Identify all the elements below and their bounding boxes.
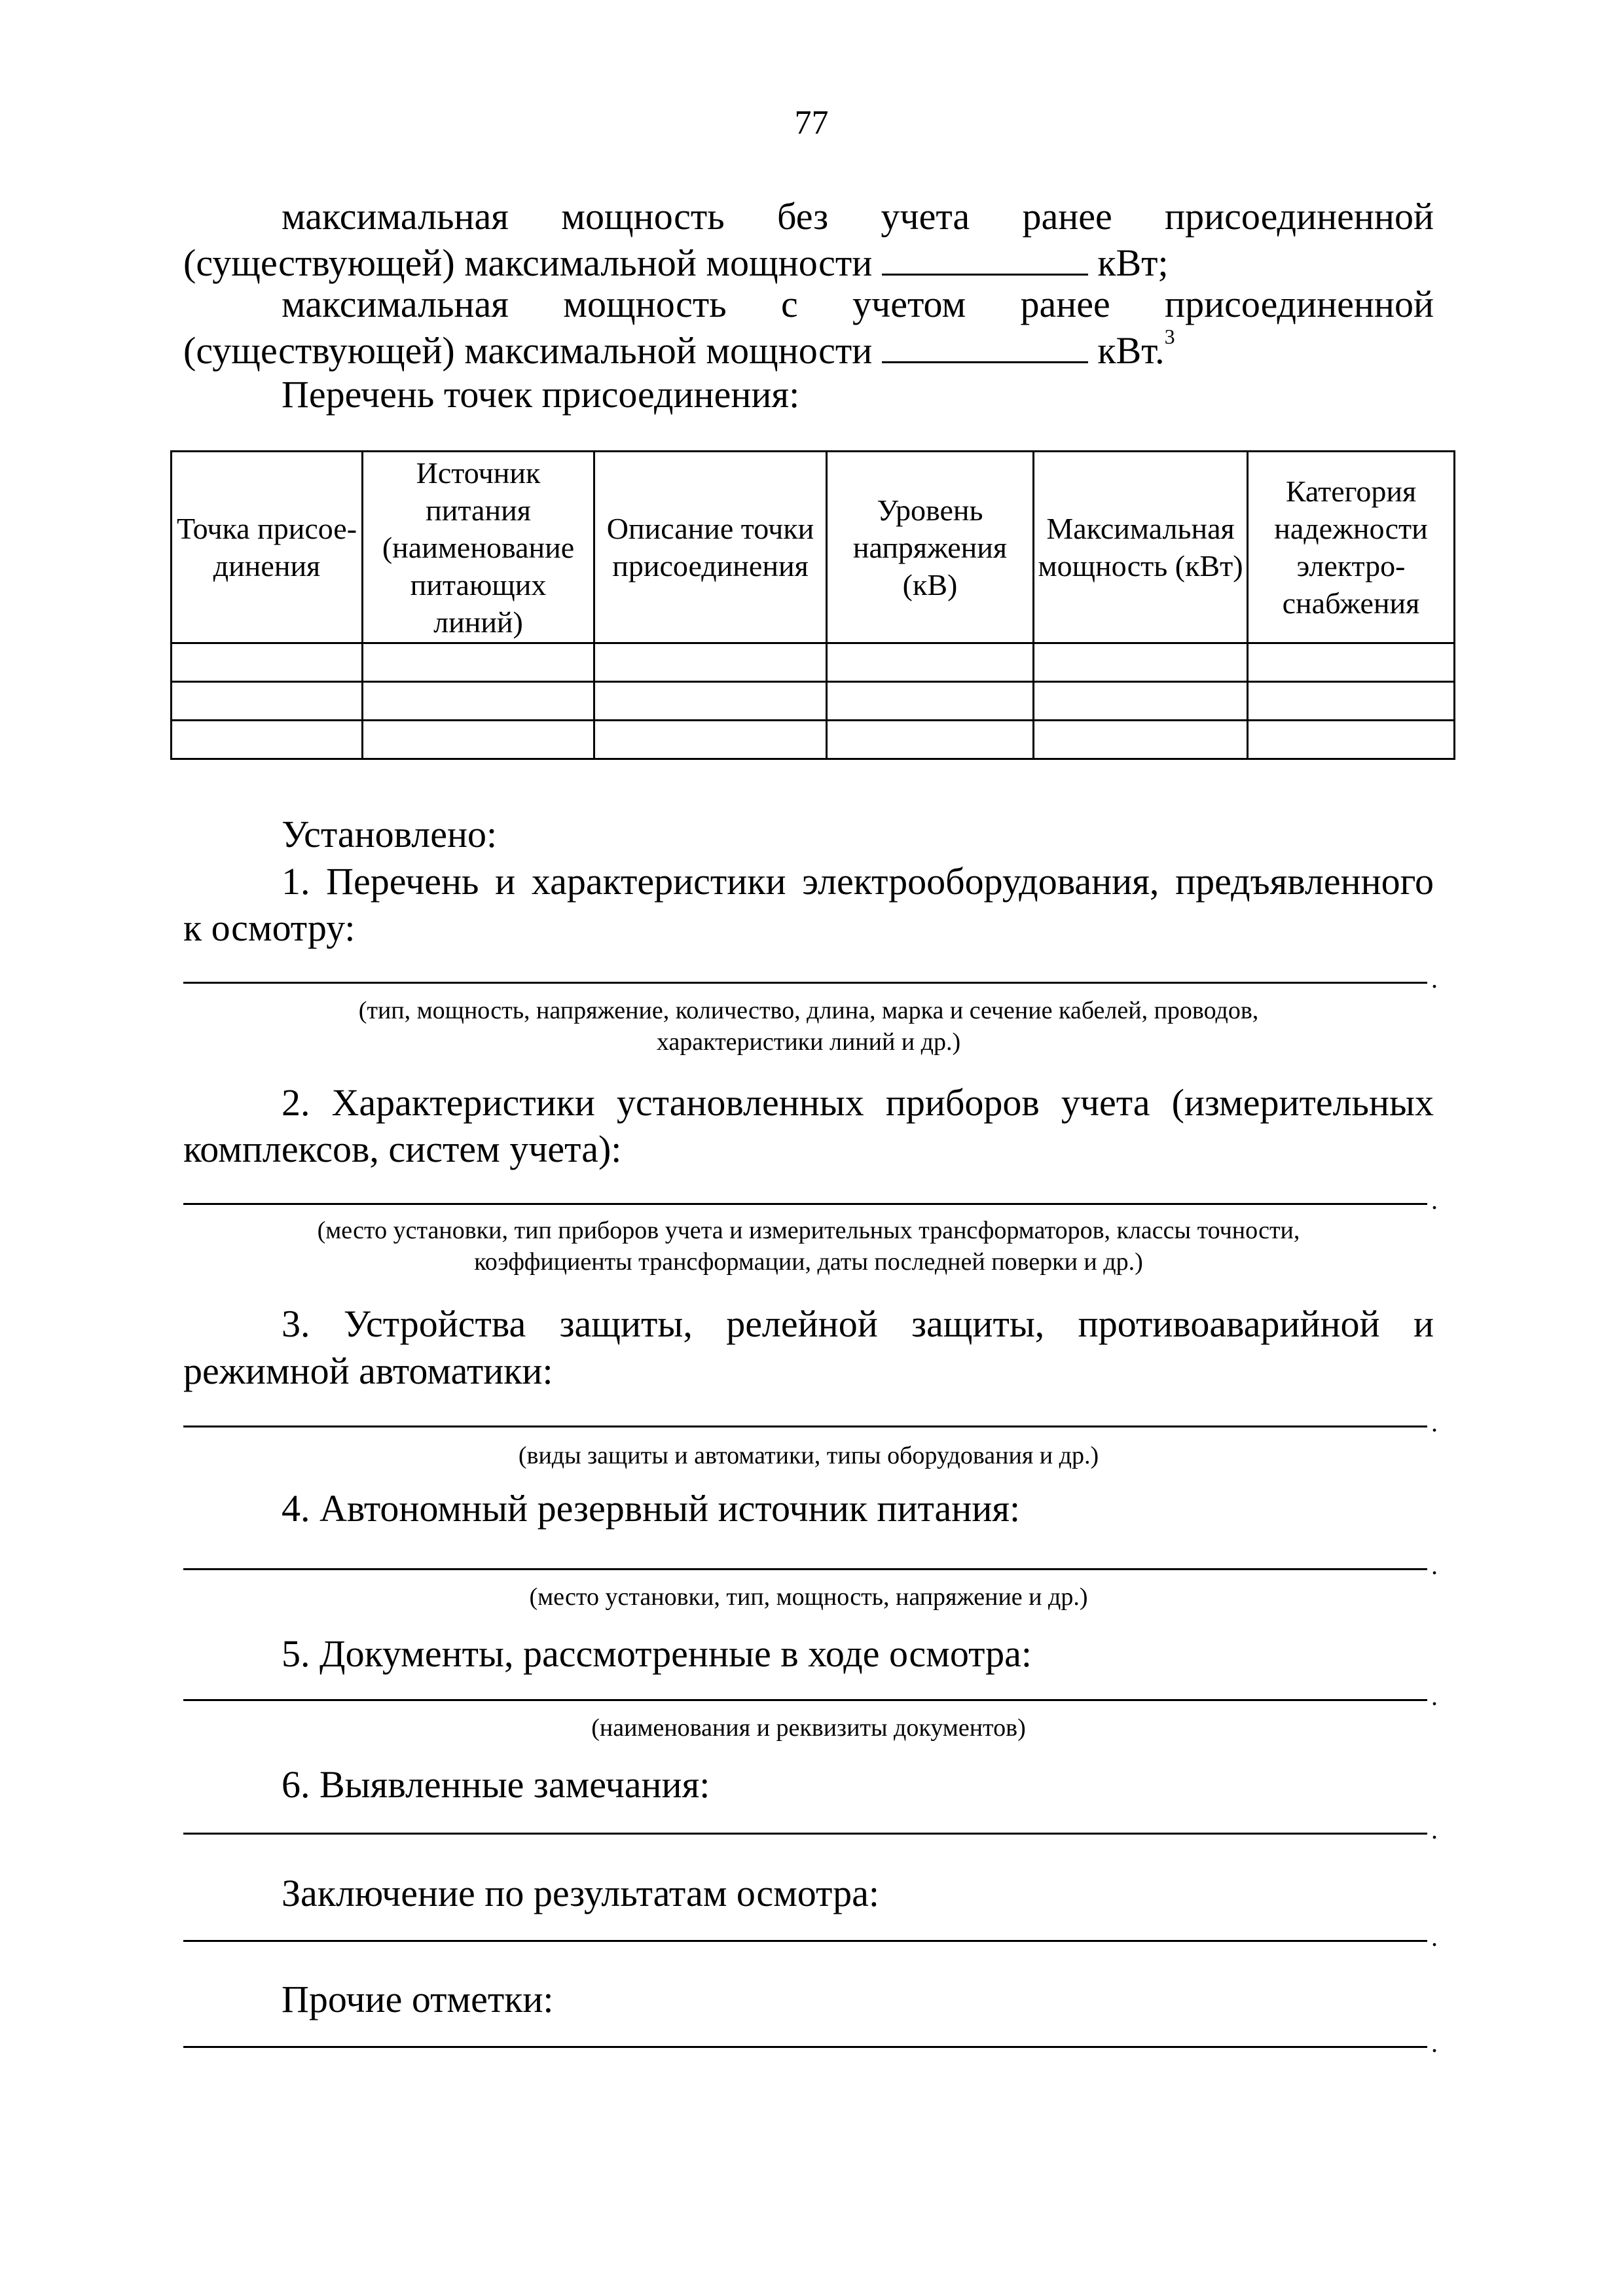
item2-line-dot: . [1431,1185,1438,1215]
power-line1-b-row [183,240,1169,285]
col-header-source: Источник питания (наименование питающих линий) [363,452,594,643]
table-cell[interactable] [1034,721,1248,759]
item2-text-a: 2. Характеристики установленных приборов учета (измерительных [282,1081,1434,1124]
table-header-row [172,452,1455,643]
table-cell[interactable] [172,643,363,682]
table-row [172,682,1455,721]
table-cell[interactable] [363,721,594,759]
item1-text-b: к осмотру: [183,906,356,949]
other-marks-text: Прочие отметки: [282,1978,554,2020]
col-header-description: Описание точки присоединения [594,452,827,643]
table-cell[interactable] [594,721,827,759]
conclusion-line-dot: . [1431,1922,1438,1952]
table-cell[interactable] [1034,643,1248,682]
table-cell[interactable] [363,643,594,682]
item1-answer-line[interactable] [183,982,1427,984]
col-header-reliability: Категория надежности электро-снабжения [1248,452,1455,643]
table-cell[interactable] [1248,721,1455,759]
item4-answer-line[interactable] [183,1568,1427,1570]
item1-line-dot: . [1431,964,1438,994]
item1-note-a: (тип, мощность, напряжение, количество, длина, марка и сечение кабелей, проводов, [358,997,1259,1024]
table-cell[interactable] [1248,682,1455,721]
conclusion-answer-line[interactable] [183,1940,1427,1942]
table-cell[interactable] [172,682,363,721]
item2-text-b: комплексов, систем учета): [183,1128,622,1170]
item5-note: (наименования и реквизиты документов) [591,1714,1026,1742]
other-marks-answer-line[interactable] [183,2046,1427,2048]
item3-answer-line[interactable] [183,1426,1427,1427]
item5-text: 5. Документы, рассмотренные в ходе осмотра: [282,1632,1032,1675]
table-row [172,643,1455,682]
item3-line-dot: . [1431,1408,1438,1437]
item4-text: 4. Автономный резервный источник питания: [282,1487,1021,1530]
power-line2-b: (существующей) максимальной мощности [183,329,873,372]
power-value-blank-1[interactable] [882,240,1088,276]
item4-line-dot: . [1431,1551,1438,1580]
table-cell[interactable] [827,643,1034,682]
table-cell[interactable] [1248,643,1455,682]
item6-text: 6. Выявленные замечания: [282,1763,710,1806]
table-row [172,721,1455,759]
power-line2-b-row [183,327,1175,372]
item3-note: (виды защиты и автоматики, типы оборудования и др.) [518,1442,1099,1469]
item5-answer-line[interactable] [183,1699,1427,1701]
conclusion-text: Заключение по результатам осмотра: [282,1872,879,1914]
table-cell[interactable] [827,682,1034,721]
footnote-marker: 3 [1164,325,1175,348]
item3-text-b: режимной автоматики: [183,1350,553,1392]
item6-answer-line[interactable] [183,1833,1427,1835]
item6-line-dot: . [1431,1815,1438,1844]
col-header-point: Точка присое-динения [172,452,363,643]
power-line1-a: максимальная мощность без учета ранее присоединенной [282,195,1434,238]
col-header-voltage: Уровень напряжения (кВ) [827,452,1034,643]
other-marks-line-dot: . [1431,2028,1438,2058]
table-cell[interactable] [827,721,1034,759]
power-value-blank-2[interactable] [882,327,1088,363]
table-cell[interactable] [1034,682,1248,721]
power-line2-a: максимальная мощность с учетом ранее присоединенной [282,283,1434,325]
col-header-max-power: Максимальная мощность (кВт) [1034,452,1248,643]
item2-note-b: коэффициенты трансформации, даты последней поверки и др.) [474,1248,1143,1276]
table-cell[interactable] [594,682,827,721]
table-cell[interactable] [594,643,827,682]
connection-points-table [170,450,1455,760]
points-heading: Перечень точек присоединения: [282,373,800,416]
item4-note: (место установки, тип, мощность, напряжение и др.) [529,1583,1088,1611]
power-unit-2: кВт. [1097,329,1165,372]
item5-line-dot: . [1431,1681,1438,1711]
table-cell[interactable] [363,682,594,721]
item1-text-a: 1. Перечень и характеристики электрооборудования, предъявленного [282,860,1434,903]
page-number: 77 [794,104,829,141]
item2-answer-line[interactable] [183,1203,1427,1205]
power-line1-b: (существующей) максимальной мощности [183,242,873,284]
power-unit-1: кВт; [1097,242,1169,284]
item3-text-a: 3. Устройства защиты, релейной защиты, противоаварийной и [282,1302,1434,1345]
established-heading: Установлено: [282,813,498,855]
table-cell[interactable] [172,721,363,759]
item2-note-a: (место установки, тип приборов учета и измерительных трансформаторов, классы точности, [317,1217,1300,1244]
item1-note-b: характеристики линий и др.) [656,1028,961,1056]
